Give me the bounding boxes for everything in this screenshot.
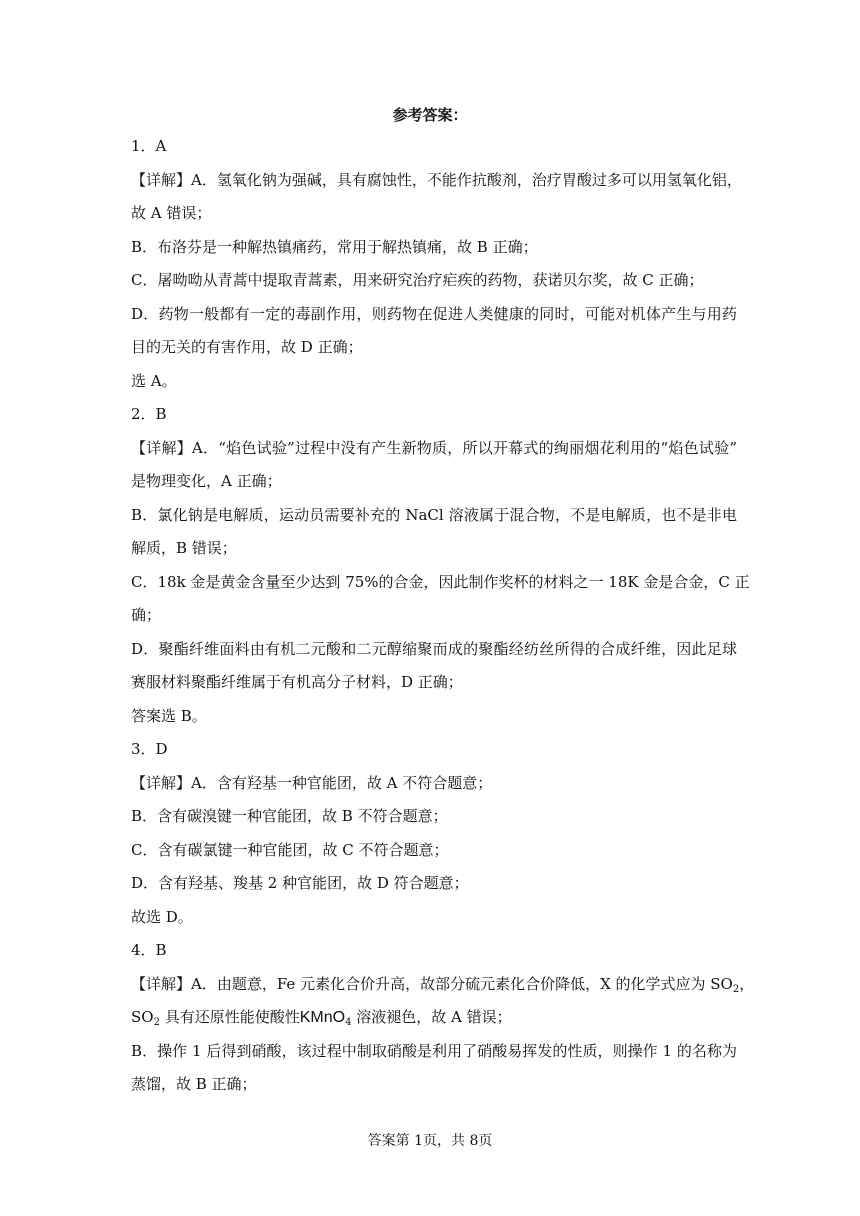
q4-line-1-text: 【详解】A．由题意，Fe 元素化合价升高，故部分硫元素化合价降低，X 的化学式应为 SO: [131, 974, 733, 993]
q4-line-1-subscript: 2: [732, 983, 740, 995]
q4-answer: 4．B: [131, 941, 167, 959]
q2-line-6: 确；: [131, 606, 162, 624]
q2-line-5: C．18k 金是黄金含量至少达到 75%的合金，因此制作奖杯的材料之一 18K 金是合金，C 正: [131, 572, 750, 591]
q3-line-2: B．含有碳溴键一种官能团，故 B 不符合题意；: [131, 807, 448, 825]
q3-line-1: 【详解】A．含有羟基一种官能团，故 A 不符合题意；: [131, 773, 493, 792]
page-footer: 答案第 1页，共 8页: [367, 1133, 493, 1149]
q2-answer: 2．B: [131, 405, 167, 423]
q1-line-4: C．屠呦呦从青蒿中提取青蒿素，用来研究治疗疟疾的药物，获诺贝尔奖，故 C 正确；: [131, 271, 704, 289]
q2-line-3: B．氯化钠是电解质，运动员需要补充的 NaCl 溶液属于混合物，不是电解质，也不是非电: [131, 505, 737, 524]
q1-line-3: B．布洛芬是一种解热镇痛药，常用于解热镇痛，故 B 正确；: [131, 237, 538, 256]
q1-line-1: 【详解】A．氢氧化钠为强碱，具有腐蚀性，不能作抗酸剂，治疗胃酸过多可以用氢氧化铝，: [131, 170, 742, 189]
q4-line-4: 蒸馏，故 B 正确；: [131, 1075, 257, 1093]
q2-line-4: 解质，B 错误；: [131, 539, 237, 557]
q1-line-5: D．药物一般都有一定的毒副作用，则药物在促进人类健康的同时，可能对机体产生与用药: [131, 304, 737, 323]
q4-line-2-so2: SO: [131, 1008, 154, 1026]
q2-line-7: D．聚酯纤维面料由有机二元酸和二元醇缩聚而成的聚酯经纺丝所得的合成纤维，因此足球: [131, 639, 737, 658]
q4-line-2: [131, 1001, 737, 1035]
page-title: 参考答案：: [392, 106, 468, 124]
q1-line-2: 故 A 错误；: [131, 204, 212, 222]
q4-line-2-text: 具有还原性能使酸性: [159, 1008, 300, 1026]
q4-line-1: [131, 968, 755, 1002]
q2-line-8: 赛服材料聚酯纤维属于有机高分子材料，D 正确；: [131, 673, 463, 691]
q2-line-2: 是物理变化，A 正确；: [131, 472, 282, 490]
q4-line-1-end: ，: [739, 974, 755, 993]
q1-answer: 1．A: [131, 137, 167, 155]
q2-line-9: 答案选 B。: [131, 706, 207, 725]
answer-content: [131, 130, 755, 1102]
q3-line-4: D．含有羟基、羧基 2 种官能团，故 D 符合题意；: [131, 874, 469, 892]
q1-line-7: 选 A。: [131, 371, 177, 390]
q4-line-2-kmno4: KMnO: [299, 1009, 346, 1026]
q4-line-2-kmno4-subscript: 4: [345, 1017, 352, 1028]
q4-line-3: B．操作 1 后得到硝酸，该过程中制取硝酸是利用了硝酸易挥发的性质，则操作 1 的名称为: [131, 1041, 737, 1060]
q3-answer: 3．D: [131, 740, 168, 758]
q2-line-1: 【详解】A．“焰色试验”过程中没有产生新物质，所以开幕式的绚丽烟花利用的“焰色试验”: [131, 438, 737, 457]
q4-line-2-end: 溶液褪色，故 A 错误；: [351, 1008, 512, 1026]
q3-line-3: C．含有碳氯键一种官能团，故 C 不符合题意；: [131, 840, 449, 859]
q4-line-2-so2-subscript: 2: [153, 1017, 160, 1028]
q3-line-5: 故选 D。: [131, 907, 193, 926]
q1-line-6: 目的无关的有害作用，故 D 正确；: [131, 338, 363, 356]
